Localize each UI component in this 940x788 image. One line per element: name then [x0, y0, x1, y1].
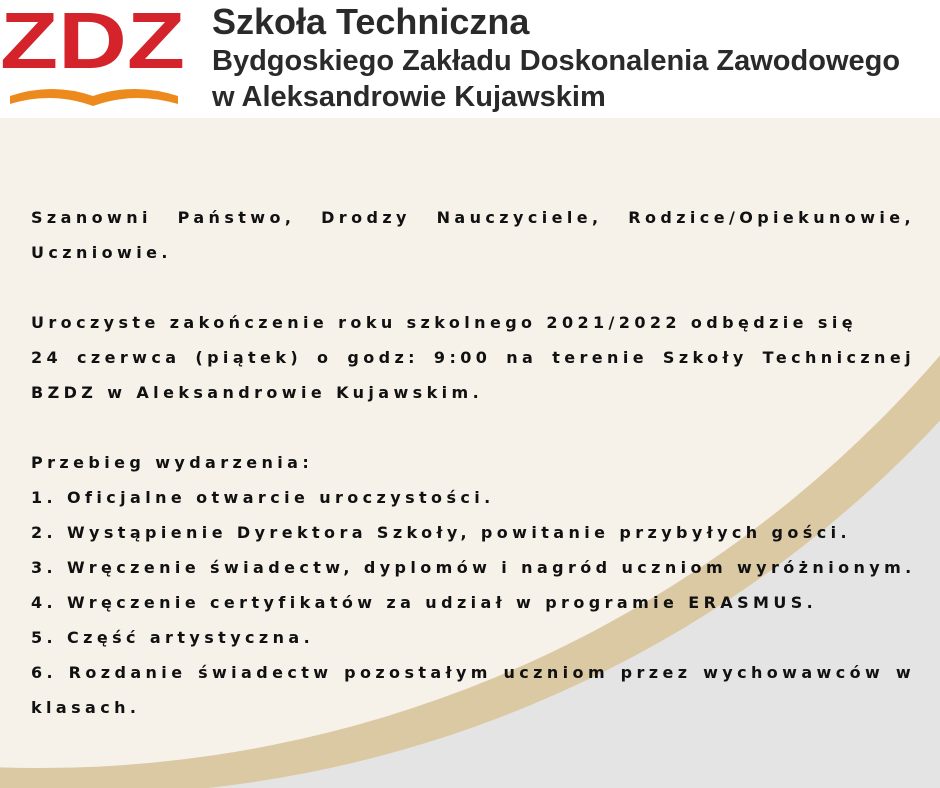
- announcement-line-2: 24 czerwca (piątek) o godz: 9:00 na terenie Szkoły Technicznej BZDZ w Aleksandrowie Kujawskim.: [31, 348, 915, 402]
- school-location: w Aleksandrowie Kujawskim: [212, 81, 606, 113]
- greeting: Szanowni Państwo, Drodzy Nauczyciele, Rodzice/Opiekunowie, Uczniowie.: [31, 208, 915, 262]
- announcement-line-1: Uroczyste zakończenie roku szkolnego 2021/2022 odbędzie się: [31, 313, 857, 332]
- header: [0, 0, 940, 118]
- school-title: Szkoła Techniczna: [212, 1, 530, 42]
- agenda-item: 1. Oficjalne otwarcie uroczystości.: [31, 488, 495, 507]
- zdz-logo: [0, 0, 190, 118]
- agenda-item: 5. Część artystyczna.: [31, 628, 315, 647]
- agenda-item: 3. Wręczenie świadectw, dyplomów i nagród uczniom wyróżnionym.: [31, 558, 916, 577]
- agenda-item: 2. Wystąpienie Dyrektora Szkoły, powitanie przybyłych gości.: [31, 523, 851, 542]
- school-subtitle: Bydgoskiego Zakładu Doskonalenia Zawodowego: [212, 45, 901, 77]
- agenda-item: 4. Wręczenie certyfikatów za udział w programie ERASMUS.: [31, 593, 818, 612]
- book-icon: [10, 89, 178, 106]
- agenda-title: Przebieg wydarzenia:: [31, 453, 314, 472]
- letter-body: [31, 200, 915, 725]
- agenda-item: 6. Rozdanie świadectw pozostałym uczniom przez wychowawców w klasach.: [31, 663, 915, 717]
- logo-text: ZDZ: [0, 0, 185, 85]
